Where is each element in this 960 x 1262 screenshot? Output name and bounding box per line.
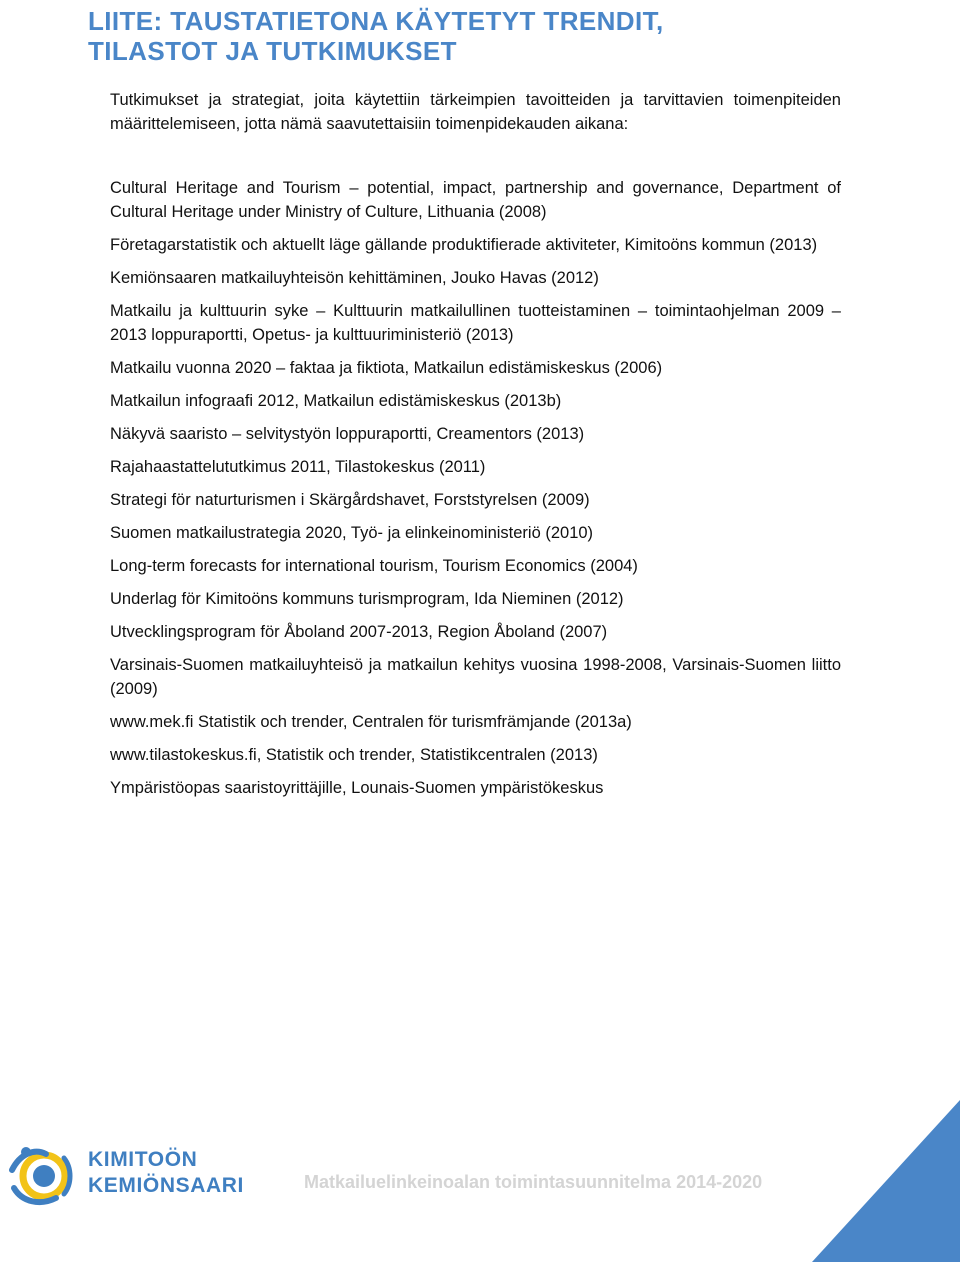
- reference-item: Utvecklingsprogram för Åboland 2007-2013, Region Åboland (2007): [110, 623, 608, 641]
- reference-item: Ympäristöopas saaristoyrittäjille, Lounais-Suomen ympäristökeskus: [110, 779, 604, 797]
- reference-item: Matkailun infograafi 2012, Matkailun edistämiskeskus (2013b): [110, 392, 562, 410]
- reference-item: Kemiönsaaren matkailuyhteisön kehittäminen, Jouko Havas (2012): [110, 269, 599, 287]
- logo-figure-icon: [6, 1140, 82, 1208]
- title-line-2: TILASTOT JA TUTKIMUKSET: [88, 36, 457, 66]
- reference-item: Varsinais-Suomen matkailuyhteisö ja matkailun kehitys vuosina 1998-2008, Varsinais-Suomen liitto (2009): [110, 656, 841, 698]
- reference-item: www.mek.fi Statistik och trender, Centralen för turismfrämjande (2013a): [110, 713, 632, 731]
- logo-text-line-2: KEMIÖNSAARI: [88, 1174, 244, 1197]
- reference-item: Long-term forecasts for international tourism, Tourism Economics (2004): [110, 557, 638, 575]
- footer-document-title: Matkailuelinkeinoalan toimintasuunnitelma 2014-2020: [304, 1172, 763, 1192]
- reference-item: Cultural Heritage and Tourism – potential, impact, partnership and governance, Department of Cultural Heritage under Ministry of Culture, Lithuania (2008): [110, 179, 841, 221]
- reference-item: Matkailu vuonna 2020 – faktaa ja fiktiota, Matkailun edistämiskeskus (2006): [110, 359, 663, 377]
- reference-item: Strategi för naturturismen i Skärgårdshavet, Forststyrelsen (2009): [110, 491, 590, 509]
- reference-item: Rajahaastattelututkimus 2011, Tilastokeskus (2011): [110, 458, 486, 476]
- reference-item: www.tilastokeskus.fi, Statistik och trender, Statistikcentralen (2013): [110, 746, 598, 764]
- corner-triangle-decoration: [812, 1100, 960, 1262]
- municipality-logo: [6, 1140, 246, 1208]
- logo-text-line-1: KIMITOÖN: [88, 1148, 198, 1171]
- reference-item: Suomen matkailustrategia 2020, Työ- ja elinkeinoministeriö (2010): [110, 524, 594, 542]
- reference-item: Näkyvä saaristo – selvitystyön loppuraportti, Creamentors (2013): [110, 425, 585, 443]
- reference-list: [110, 176, 841, 809]
- intro-paragraph: Tutkimukset ja strategiat, joita käytettiin tärkeimpien tavoitteiden ja tarvittavien toimenpiteiden määrittelemiseen, jotta nämä saavutettaisiin toimenpidekauden aikana:: [110, 91, 841, 133]
- reference-item: Matkailu ja kulttuurin syke – Kulttuurin matkailullinen tuotteistaminen – toimintaohjelman 2009 – 2013 loppuraportti, Opetus- ja kulttuuriministeriö (2013): [110, 302, 841, 344]
- page-title: [88, 6, 848, 66]
- title-line-1: LIITE: TAUSTATIETONA KÄYTETYT TRENDIT,: [88, 6, 664, 36]
- reference-item: Företagarstatistik och aktuellt läge gällande produktifierade aktiviteter, Kimitoöns kommun (2013): [110, 236, 818, 254]
- reference-item: Underlag för Kimitoöns kommuns turismprogram, Ida Nieminen (2012): [110, 590, 624, 608]
